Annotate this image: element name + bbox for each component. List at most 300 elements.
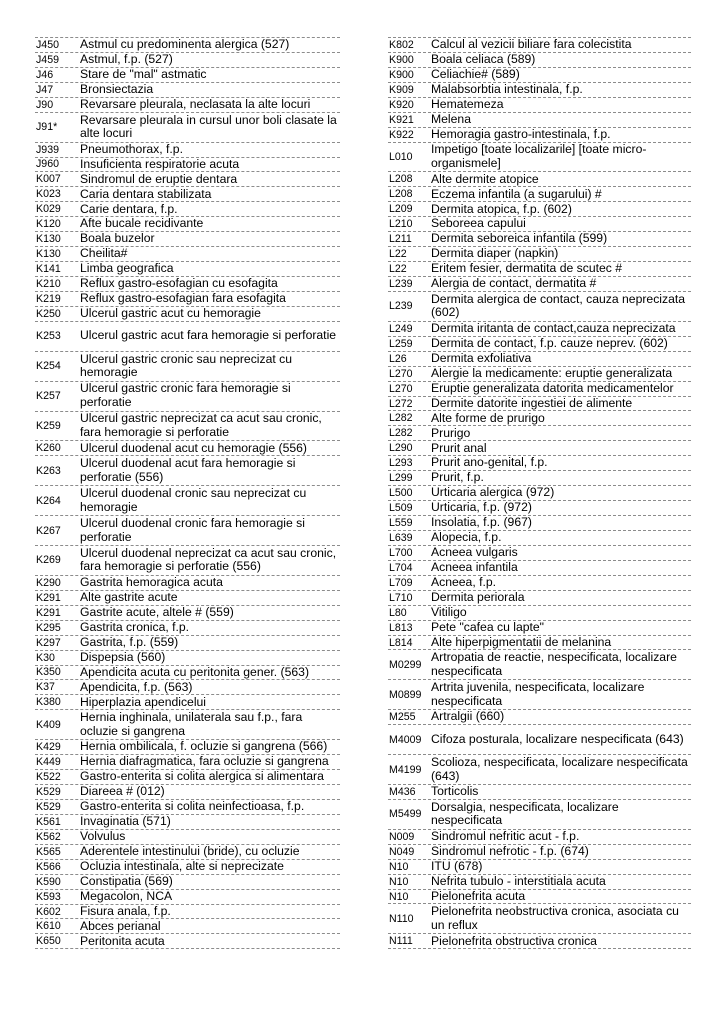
diagnosis-description: Dermita exfoliativa <box>431 350 532 365</box>
diagnosis-description: Artralgii (660) <box>431 709 505 724</box>
diagnosis-description: Dermita periorala <box>431 589 525 604</box>
code-row <box>35 307 340 322</box>
diagnosis-code: N10 <box>389 875 409 888</box>
diagnosis-description: Ulcerul duodenal acut fara hemoragie si perforatie (556) <box>80 456 296 484</box>
diagnosis-code: L259 <box>389 337 413 350</box>
diagnosis-description: Calcul al vezicii biliare fara colecistita <box>431 37 632 52</box>
code-row <box>388 890 691 905</box>
code-row <box>35 187 340 202</box>
diagnosis-description: Gastro-enterita si colita alergica si alimentara <box>80 769 324 784</box>
code-row <box>388 471 691 486</box>
code-row <box>35 770 340 785</box>
diagnosis-description: Celiachie# (589) <box>431 67 520 82</box>
code-row <box>388 38 691 53</box>
diagnosis-description: Reflux gastro-esofagian fara esofagita <box>80 291 286 306</box>
diagnosis-description: Apendicita, f.p. (563) <box>80 679 193 694</box>
diagnosis-description: Acneea infantila <box>431 560 518 575</box>
code-row <box>35 232 340 247</box>
code-row <box>35 800 340 815</box>
diagnosis-description: Hernia inghinala, unilaterala sau f.p., fara ocluzie si gangrena <box>80 710 303 738</box>
diagnosis-code: J90 <box>36 98 54 111</box>
diagnosis-description: Alopecia, f.p. <box>431 530 502 545</box>
diagnosis-code: K380 <box>36 696 61 709</box>
code-row <box>35 919 340 934</box>
diagnosis-description: Melena <box>431 111 471 126</box>
diagnosis-description: Cheilita# <box>80 246 128 261</box>
code-row <box>388 143 691 173</box>
code-row <box>35 516 340 546</box>
diagnosis-description: Gastrita hemoragica acuta <box>80 575 223 590</box>
diagnosis-code: K30 <box>36 651 55 664</box>
diagnosis-code: K297 <box>36 636 61 649</box>
diagnosis-code: L500 <box>389 487 413 500</box>
code-row <box>35 172 340 187</box>
diagnosis-code: K269 <box>36 554 61 567</box>
code-row <box>388 411 691 426</box>
diagnosis-code: L270 <box>389 382 413 395</box>
code-row <box>388 441 691 456</box>
diagnosis-description: Prurigo <box>431 425 471 440</box>
diagnosis-description: Hiperplazia apendicelui <box>80 694 207 709</box>
diagnosis-description: Seboreea capului <box>431 216 526 231</box>
diagnosis-code: K295 <box>36 621 61 634</box>
code-row <box>35 113 340 143</box>
diagnosis-code: M0299 <box>389 658 422 671</box>
diagnosis-code: L210 <box>389 218 413 231</box>
diagnosis-description: Prurit ano-genital, f.p. <box>431 455 548 470</box>
diagnosis-description: Dermita alergica de contact, cauza neprecizata (602) <box>431 291 686 320</box>
diagnosis-code: J960 <box>36 158 59 171</box>
code-row <box>35 740 340 755</box>
diagnosis-code: L282 <box>389 427 413 440</box>
diagnosis-description: Bronsiectazia <box>80 81 154 96</box>
diagnosis-code: L290 <box>389 442 413 455</box>
diagnosis-description: Volvulus <box>80 829 126 844</box>
diagnosis-description: Hemoragia gastro-intestinala, f.p. <box>431 126 611 141</box>
diagnosis-description: Hematemeza <box>431 96 504 111</box>
code-row <box>388 68 691 83</box>
code-row <box>35 875 340 890</box>
diagnosis-code: L22 <box>389 248 407 261</box>
diagnosis-description: Malabsorbtia intestinala, f.p. <box>431 81 583 96</box>
code-row <box>35 546 340 576</box>
diagnosis-description: Ulcerul gastric cronic fara hemoragie si perforatie <box>80 381 291 410</box>
diagnosis-description: Artropatia de reactie, nespecificata, localizare nespecificata <box>431 650 677 678</box>
code-row <box>35 695 340 710</box>
code-row <box>35 606 340 621</box>
diagnosis-description: Apendicita acuta cu peritonita gener. (563) <box>80 664 310 679</box>
diagnosis-code: M4009 <box>389 733 422 746</box>
diagnosis-description: Reflux gastro-esofagian cu esofagita <box>80 276 278 291</box>
diagnosis-description: Hernia diafragmatica, fara ocluzie si gangrena <box>80 754 329 769</box>
code-row <box>388 382 691 397</box>
code-row <box>35 322 340 352</box>
code-row <box>388 531 691 546</box>
diagnosis-code: J939 <box>36 143 59 156</box>
diagnosis-code: J450 <box>36 38 59 51</box>
code-row <box>35 680 340 695</box>
code-row <box>388 322 691 337</box>
diagnosis-code: K290 <box>36 576 61 589</box>
code-row <box>388 172 691 187</box>
diagnosis-code: K130 <box>36 233 61 246</box>
diagnosis-code: K900 <box>389 53 414 66</box>
code-row <box>35 636 340 651</box>
diagnosis-description: Ulcerul duodenal acut cu hemoragie (556) <box>80 440 307 455</box>
diagnosis-code: N111 <box>389 935 413 948</box>
code-row <box>35 143 340 158</box>
diagnosis-code: M255 <box>389 711 416 724</box>
code-row <box>388 113 691 128</box>
code-row <box>35 68 340 83</box>
code-row <box>388 516 691 531</box>
diagnosis-description: Dispepsia (560) <box>80 649 166 664</box>
code-row <box>388 277 691 292</box>
diagnosis-code: K920 <box>389 98 414 111</box>
code-row <box>35 890 340 905</box>
code-row <box>388 292 691 322</box>
code-row <box>35 830 340 845</box>
diagnosis-code: M4199 <box>389 763 422 776</box>
diagnosis-code: L270 <box>389 367 413 380</box>
diagnosis-code: K921 <box>389 113 414 126</box>
code-row <box>35 815 340 830</box>
diagnosis-description: Invaginatia (571) <box>80 814 171 829</box>
diagnosis-code: K565 <box>36 845 61 858</box>
diagnosis-code: J459 <box>36 53 59 66</box>
diagnosis-code: L709 <box>389 576 413 589</box>
code-row <box>388 397 691 412</box>
diagnosis-code: K253 <box>36 330 61 343</box>
code-row <box>35 441 340 456</box>
code-row <box>388 247 691 262</box>
diagnosis-code: K449 <box>36 756 61 769</box>
code-row <box>388 830 691 845</box>
diagnosis-code: K264 <box>36 494 61 507</box>
code-row <box>388 845 691 860</box>
diagnosis-code: K650 <box>36 935 61 948</box>
diagnosis-code: L710 <box>389 591 413 604</box>
diagnosis-code: L282 <box>389 412 413 425</box>
diagnosis-description: Revarsare pleurala in cursul unor boli clasate la alte locuri <box>80 112 337 141</box>
diagnosis-code: K429 <box>36 741 61 754</box>
diagnosis-code: L80 <box>389 606 407 619</box>
diagnosis-description: Scolioza, nespecificata, localizare nespecificata (643) <box>431 754 688 783</box>
diagnosis-code: N10 <box>389 890 409 903</box>
diagnosis-code: K023 <box>36 188 61 201</box>
diagnosis-description: Hernia ombilicala, f. ocluzie si gangrena (566) <box>80 739 328 754</box>
diagnosis-code: K210 <box>36 277 61 290</box>
code-row <box>388 367 691 382</box>
diagnosis-description: Dermita de contact, f.p. cauze neprev. (602) <box>431 335 668 350</box>
diagnosis-code: K802 <box>389 38 414 51</box>
diagnosis-code: K120 <box>36 218 61 231</box>
diagnosis-description: Sindromul de eruptie dentara <box>80 171 238 186</box>
code-row <box>35 412 340 442</box>
diagnosis-code: K263 <box>36 464 61 477</box>
code-row <box>35 382 340 412</box>
diagnosis-description: Astmul cu predominenta alergica (527) <box>80 37 290 52</box>
code-row <box>35 591 340 606</box>
code-row <box>35 53 340 68</box>
diagnosis-description: Gastrita, f.p. (559) <box>80 634 179 649</box>
diagnosis-code: L26 <box>389 352 407 365</box>
diagnosis-code: K350 <box>36 666 61 679</box>
diagnosis-description: Dermita atopica, f.p. (602) <box>431 201 572 216</box>
code-row <box>35 247 340 262</box>
code-row <box>388 217 691 232</box>
diagnosis-code: L813 <box>389 621 413 634</box>
code-row <box>388 755 691 785</box>
code-row <box>35 845 340 860</box>
diagnosis-code: L299 <box>389 472 413 485</box>
code-row <box>35 277 340 292</box>
diagnosis-code: M5499 <box>389 808 422 821</box>
diagnosis-code: N110 <box>389 912 414 925</box>
diagnosis-description: Eczema infantila (a sugarului) # <box>431 186 602 201</box>
diagnosis-description: Ocluzia intestinala, alte si neprecizate <box>80 858 284 873</box>
diagnosis-description: Gastro-enterita si colita neinfectioasa, f.p. <box>80 799 305 814</box>
code-row <box>35 934 340 949</box>
diagnosis-description: Alergie la medicamente: eruptie generalizata <box>431 365 673 380</box>
diagnosis-code: K141 <box>36 263 61 276</box>
diagnosis-code: K267 <box>36 524 61 537</box>
diagnosis-description: Alte dermite atopice <box>431 171 539 186</box>
diagnosis-code: K909 <box>389 83 414 96</box>
diagnosis-code: K219 <box>36 292 61 305</box>
diagnosis-code: K409 <box>36 718 61 731</box>
diagnosis-code: N009 <box>389 830 415 843</box>
diagnosis-code: K529 <box>36 786 61 798</box>
code-row <box>388 576 691 591</box>
diagnosis-code: L239 <box>389 277 413 290</box>
diagnosis-code: K259 <box>36 419 61 432</box>
diagnosis-description: Ulcerul gastric neprecizat ca acut sau cronic, fara hemoragie si perforatie <box>80 411 322 439</box>
diagnosis-description: Urticaria, f.p. (972) <box>431 500 532 515</box>
diagnosis-code: K37 <box>36 681 55 694</box>
diagnosis-code: J47 <box>36 83 54 96</box>
diagnosis-code: L239 <box>389 300 413 313</box>
code-row <box>388 561 691 576</box>
diagnosis-description: Ulcerul gastric cronic sau neprecizat cu hemoragie <box>80 351 293 380</box>
diagnosis-code: L559 <box>389 517 413 529</box>
diagnosis-code: L700 <box>389 546 413 559</box>
diagnosis-code: K562 <box>36 830 61 843</box>
diagnosis-description: Astmul, f.p. (527) <box>80 52 173 67</box>
code-row <box>388 486 691 501</box>
diagnosis-description: Fisura anala, f.p. <box>80 903 171 918</box>
diagnosis-code: K254 <box>36 360 61 373</box>
diagnosis-description: Acneea vulgaris <box>431 545 518 560</box>
diagnosis-description: Eritem fesier, dermatita de scutec # <box>431 261 623 276</box>
diagnosis-description: Pielonefrita neobstructiva cronica, asociata cu un reflux <box>431 904 679 932</box>
code-row <box>35 456 340 486</box>
diagnosis-code: M436 <box>389 785 416 798</box>
code-row <box>35 621 340 636</box>
diagnosis-description: Alergia de contact, dermatita # <box>431 276 597 291</box>
code-row <box>35 755 340 770</box>
diagnosis-code: L814 <box>389 636 413 649</box>
diagnosis-description: Gastrite acute, altele # (559) <box>80 604 234 619</box>
code-row <box>35 352 340 382</box>
code-row <box>35 202 340 217</box>
code-row <box>388 83 691 98</box>
code-row <box>35 83 340 98</box>
diagnosis-description: Aderentele intestinului (bride), cu ocluzie <box>80 843 300 858</box>
diagnosis-code: L639 <box>389 531 413 544</box>
code-row <box>35 576 340 591</box>
diagnosis-description: Dermita diaper (napkin) <box>431 246 559 261</box>
code-row <box>388 426 691 441</box>
diagnosis-code: L293 <box>389 457 413 470</box>
code-row <box>35 666 340 681</box>
code-row <box>388 800 691 830</box>
diagnosis-description: Limba geografica <box>80 261 174 276</box>
code-row <box>35 98 340 113</box>
diagnosis-code: L208 <box>389 173 413 186</box>
left-code-list <box>35 37 340 949</box>
diagnosis-description: Impetigo [toate localizarile] [toate micro-organismele] <box>431 142 647 170</box>
diagnosis-code: L272 <box>389 397 413 410</box>
diagnosis-code: L211 <box>389 233 412 246</box>
diagnosis-description: Eruptie generalizata datorita medicamentelor <box>431 380 674 395</box>
diagnosis-description: Pete "cafea cu lapte" <box>431 619 544 634</box>
code-row <box>388 232 691 247</box>
code-row <box>388 53 691 68</box>
diagnosis-code: N049 <box>389 845 415 858</box>
diagnosis-description: Dermita seboreica infantila (599) <box>431 231 608 246</box>
diagnosis-code: K900 <box>389 68 414 81</box>
diagnosis-description: ITU (678) <box>431 858 483 873</box>
diagnosis-code: L208 <box>389 188 413 201</box>
diagnosis-description: Nefrita tubulo - interstitiala acuta <box>431 873 606 888</box>
diagnosis-description: Dorsalgia, nespecificata, localizare nespecificata <box>431 799 619 828</box>
code-row <box>388 650 691 680</box>
code-row <box>388 262 691 277</box>
code-row <box>35 710 340 740</box>
diagnosis-code: L209 <box>389 203 413 216</box>
code-row <box>35 38 340 53</box>
diagnosis-code: L509 <box>389 502 413 515</box>
code-row <box>388 636 691 651</box>
code-row <box>35 785 340 800</box>
diagnosis-code: K029 <box>36 203 61 216</box>
diagnosis-description: Torticolis <box>431 784 479 799</box>
diagnosis-description: Sindromul nefrotic - f.p. (674) <box>431 843 589 858</box>
diagnosis-code: K566 <box>36 860 61 873</box>
code-row <box>35 158 340 173</box>
diagnosis-code: K922 <box>389 128 414 141</box>
code-row <box>388 98 691 113</box>
code-row <box>388 860 691 875</box>
diagnosis-description: Ulcerul duodenal cronic fara hemoragie si perforatie <box>80 515 305 544</box>
diagnosis-code: K610 <box>36 920 61 933</box>
code-row <box>388 875 691 890</box>
code-row <box>388 710 691 725</box>
diagnosis-code: M0899 <box>389 688 422 701</box>
diagnosis-description: Boala buzelor <box>80 231 155 246</box>
diagnosis-description: Insuficienta respiratorie acuta <box>80 156 240 171</box>
code-row <box>388 202 691 217</box>
diagnosis-code: K130 <box>36 248 61 261</box>
diagnosis-code: K561 <box>36 815 61 828</box>
diagnosis-code: J91* <box>36 121 58 134</box>
diagnosis-description: Sindromul nefritic acut - f.p. <box>431 828 580 843</box>
diagnosis-description: Dermita iritanta de contact,cauza neprecizata <box>431 321 676 336</box>
diagnosis-description: Ulcerul duodenal cronic sau neprecizat cu hemoragie <box>80 486 307 514</box>
diagnosis-description: Gastrita cronica, f.p. <box>80 619 190 634</box>
code-row <box>388 606 691 621</box>
right-code-list <box>388 37 691 949</box>
diagnosis-code: K291 <box>36 606 61 619</box>
diagnosis-description: Pielonefrita obstructiva cronica <box>431 933 597 948</box>
diagnosis-description: Boala celiaca (589) <box>431 52 536 67</box>
code-row <box>35 217 340 232</box>
diagnosis-code: K590 <box>36 875 61 888</box>
diagnosis-description: Acneea, f.p. <box>431 574 497 589</box>
diagnosis-code: K291 <box>36 591 61 604</box>
code-row <box>388 501 691 516</box>
diagnosis-code: N10 <box>389 860 409 873</box>
code-row <box>388 352 691 367</box>
diagnosis-code: J46 <box>36 68 54 81</box>
diagnosis-code: K529 <box>36 800 61 813</box>
diagnosis-description: Abces perianal <box>80 918 161 933</box>
diagnosis-code: K522 <box>36 771 61 784</box>
code-row <box>388 621 691 636</box>
code-row <box>35 292 340 307</box>
diagnosis-description: Vitiligo <box>431 604 467 619</box>
diagnosis-code: K257 <box>36 390 61 403</box>
diagnosis-description: Ulcerul duodenal neprecizat ca acut sau cronic, fara hemoragie si perforatie (556) <box>80 545 337 574</box>
code-row <box>388 591 691 606</box>
diagnosis-description: Pneumothorax, f.p. <box>80 141 183 156</box>
diagnosis-code: K007 <box>36 173 61 186</box>
code-row <box>35 262 340 277</box>
diagnosis-description: Constipatia (569) <box>80 873 173 888</box>
code-row <box>388 785 691 800</box>
diagnosis-description: Prurit, f.p. <box>431 470 484 485</box>
diagnosis-description: Ulcerul gastric acut fara hemoragie si perforatie <box>80 328 337 343</box>
diagnosis-description: Alte forme de prurigo <box>431 410 545 425</box>
diagnosis-description: Diareea # (012) <box>80 784 165 799</box>
diagnosis-description: Pielonefrita acuta <box>431 888 526 903</box>
code-row <box>35 860 340 875</box>
diagnosis-description: Carie dentara, f.p. <box>80 201 178 216</box>
diagnosis-description: Afte bucale recidivante <box>80 216 204 231</box>
code-row <box>388 337 691 352</box>
diagnosis-code: L704 <box>389 561 413 574</box>
diagnosis-description: Megacolon, NCA <box>80 888 173 903</box>
diagnosis-description: Stare de "mal" astmatic <box>80 67 207 82</box>
diagnosis-code: K593 <box>36 890 61 903</box>
code-row <box>388 187 691 202</box>
diagnosis-description: Caria dentara stabilizata <box>80 186 212 201</box>
diagnosis-code: K250 <box>36 307 61 320</box>
diagnosis-code: K260 <box>36 442 61 455</box>
diagnosis-description: Alte gastrite acute <box>80 590 178 604</box>
diagnosis-description: Revarsare pleurala, neclasata la alte locuri <box>80 96 311 111</box>
diagnosis-description: Ulcerul gastric acut cu hemoragie <box>80 306 261 321</box>
code-row <box>35 486 340 516</box>
code-row <box>388 128 691 143</box>
code-row <box>35 905 340 920</box>
diagnosis-code: L22 <box>389 263 407 276</box>
diagnosis-description: Cifoza posturala, localizare nespecificata (643) <box>431 731 684 746</box>
diagnosis-description: Prurit anal <box>431 440 487 455</box>
diagnosis-description: Dermite datorite ingestiei de alimente <box>431 395 633 410</box>
diagnosis-code: L010 <box>389 151 413 163</box>
